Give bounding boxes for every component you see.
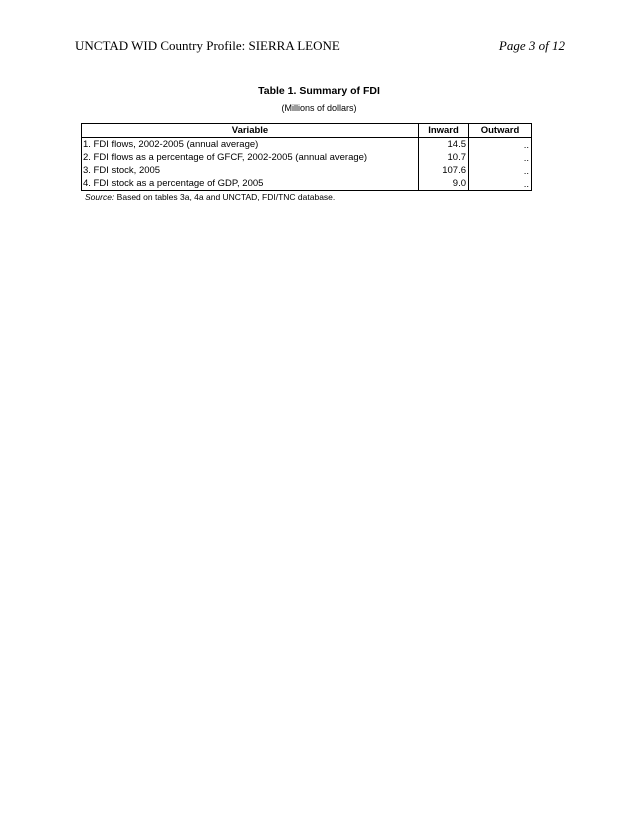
document-title: UNCTAD WID Country Profile: SIERRA LEONE	[75, 38, 340, 53]
table-subtitle: (Millions of dollars)	[281, 103, 357, 113]
variable-cell: 1. FDI flows, 2002-2005 (annual average)	[82, 138, 419, 152]
table-row	[82, 177, 532, 191]
fdi-summary-table	[81, 123, 532, 191]
table-row	[82, 138, 532, 152]
table-header-row	[82, 124, 532, 138]
table-row	[82, 151, 532, 164]
source-text: Based on tables 3a, 4a and UNCTAD, FDI/TNC database.	[116, 192, 336, 202]
variable-cell: 4. FDI stock as a percentage of GDP, 2005	[82, 177, 419, 191]
inward-cell: 107.6	[419, 164, 469, 177]
column-header-outward: Outward	[469, 124, 532, 138]
page-number: Page 3 of 12	[498, 38, 565, 53]
inward-cell: 14.5	[419, 138, 469, 152]
outward-cell: ..	[469, 138, 532, 152]
table-row	[82, 164, 532, 177]
source-label: Source:	[85, 192, 115, 202]
outward-cell: ..	[469, 164, 532, 177]
outward-cell: ..	[469, 151, 532, 164]
inward-cell: 9.0	[419, 177, 469, 191]
inward-cell: 10.7	[419, 151, 469, 164]
column-header-inward: Inward	[419, 124, 469, 138]
outward-cell: ..	[469, 177, 532, 191]
variable-cell: 3. FDI stock, 2005	[82, 164, 419, 177]
source-note	[85, 192, 335, 202]
column-header-variable: Variable	[82, 124, 419, 138]
table-title: Table 1. Summary of FDI	[258, 85, 380, 97]
variable-cell: 2. FDI flows as a percentage of GFCF, 2002-2005 (annual average)	[82, 151, 419, 164]
